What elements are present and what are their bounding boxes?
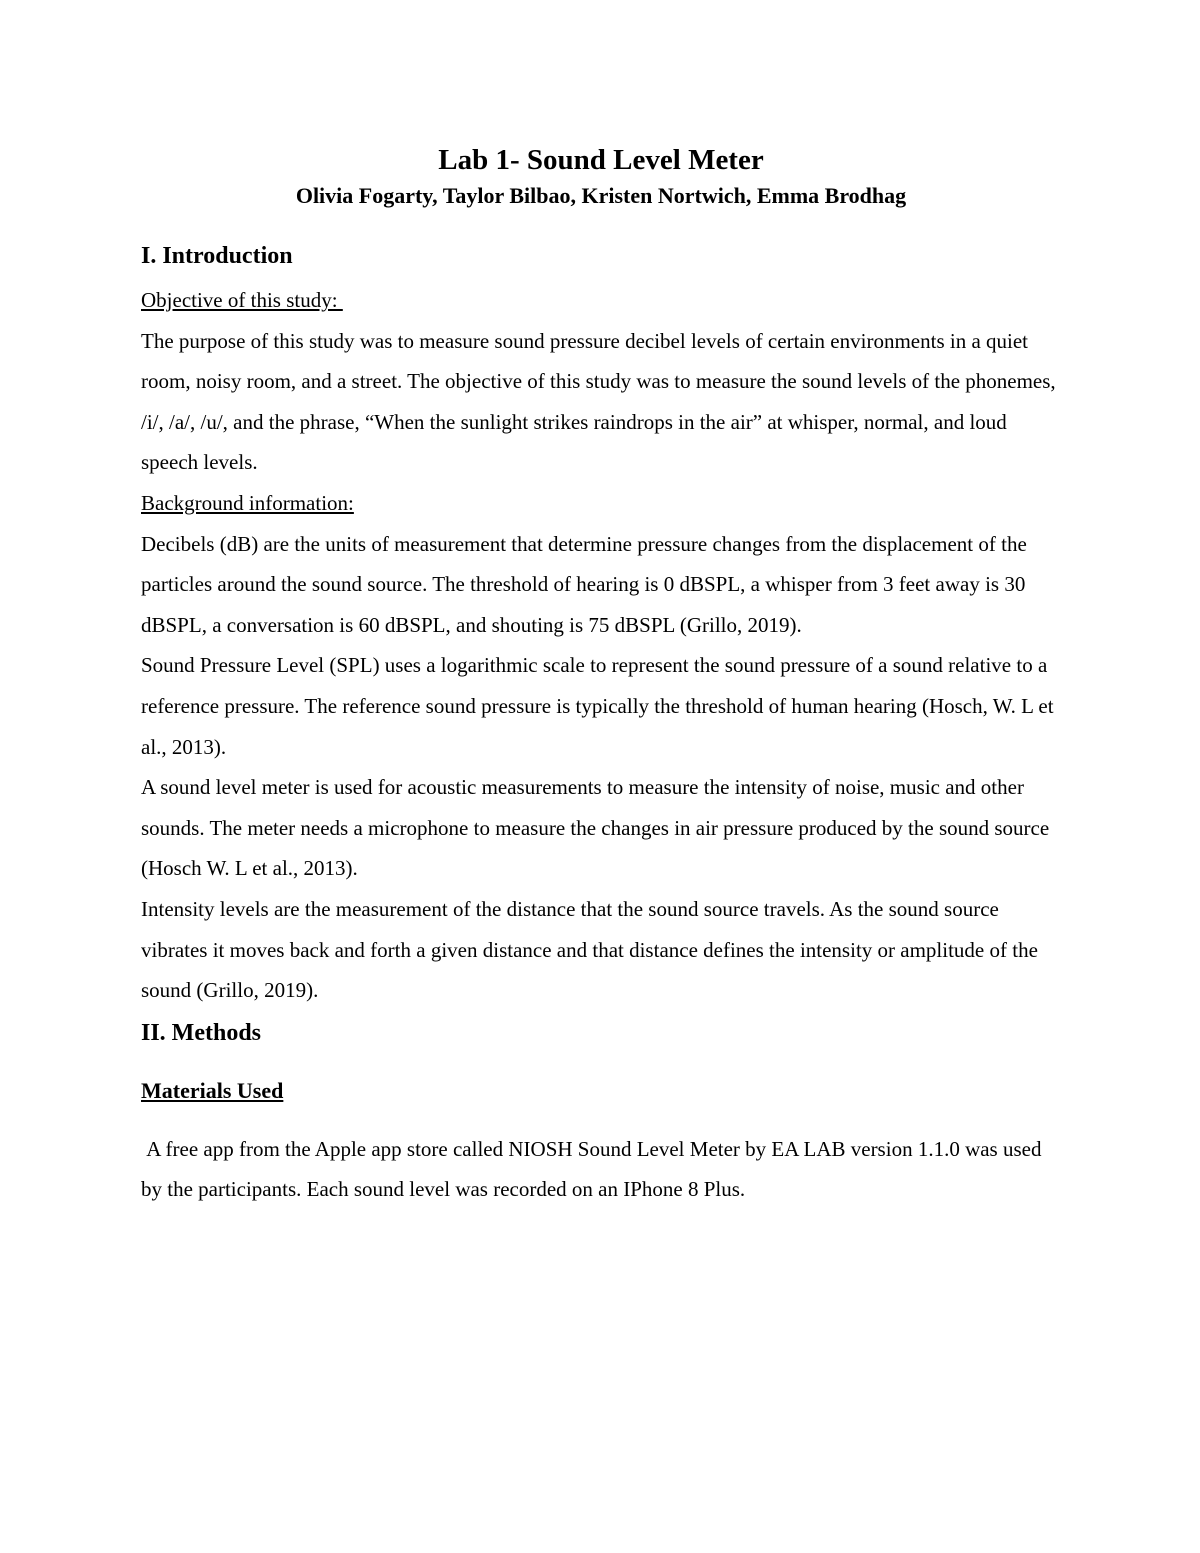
document-title: Lab 1- Sound Level Meter (438, 144, 764, 176)
objective-label (141, 280, 1061, 321)
introduction-heading: I. Introduction (141, 243, 293, 269)
objective-paragraph: The purpose of this study was to measure sound pressure decibel levels of certain environments in a quiet room, noisy room, and a street. The objective of this study was to measure the sound levels of the phonemes, /i/, /a/, /u/, and the phrase, “When the sunlight strikes raindrops in the air” at whisper, normal, and loud speech levels. (141, 328, 1056, 475)
background-paragraph-meter: A sound level meter is used for acoustic measurements to measure the intensity of noise, music and other sounds. The meter needs a microphone to measure the changes in air pressure produced by the sound source (Hosch W. L et al., 2013). (141, 775, 1050, 881)
background-label: Background information: (141, 490, 354, 515)
background-paragraph-spl: Sound Pressure Level (SPL) uses a logarithmic scale to represent the sound pressure of a sound relative to a reference pressure. The reference sound pressure is typically the threshold of human hearing (Hosch, W. L et al., 2013). (141, 653, 1054, 759)
document-body (141, 140, 1061, 1210)
materials-heading: Materials Used (141, 1077, 284, 1103)
methods-heading: II. Methods (141, 1019, 262, 1046)
objective-label-text: Objective of this study: (141, 288, 343, 312)
materials-paragraph: A free app from the Apple app store called NIOSH Sound Level Meter by EA LAB version 1.1.0 was used by the participants. Each sound level was recorded on an IPhone 8 Plus. (141, 1136, 1047, 1202)
author-list: Olivia Fogarty, Taylor Bilbao, Kristen Nortwich, Emma Brodhag (295, 183, 907, 208)
background-paragraph-decibels: Decibels (dB) are the units of measurement that determine pressure changes from the displacement of the particles around the sound source. The threshold of hearing is 0 dBSPL, a whisper from 3 feet away is 30 dBSPL, a conversation is 60 dBSPL, and shouting is 75 dBSPL (Grillo, 2019). (141, 531, 1027, 637)
background-paragraph-intensity: Intensity levels are the measurement of the distance that the sound source travels. As the sound source vibrates it moves back and forth a given distance and that distance defines the intensity or amplitude of the sound (Grillo, 2019). (141, 896, 1038, 1003)
